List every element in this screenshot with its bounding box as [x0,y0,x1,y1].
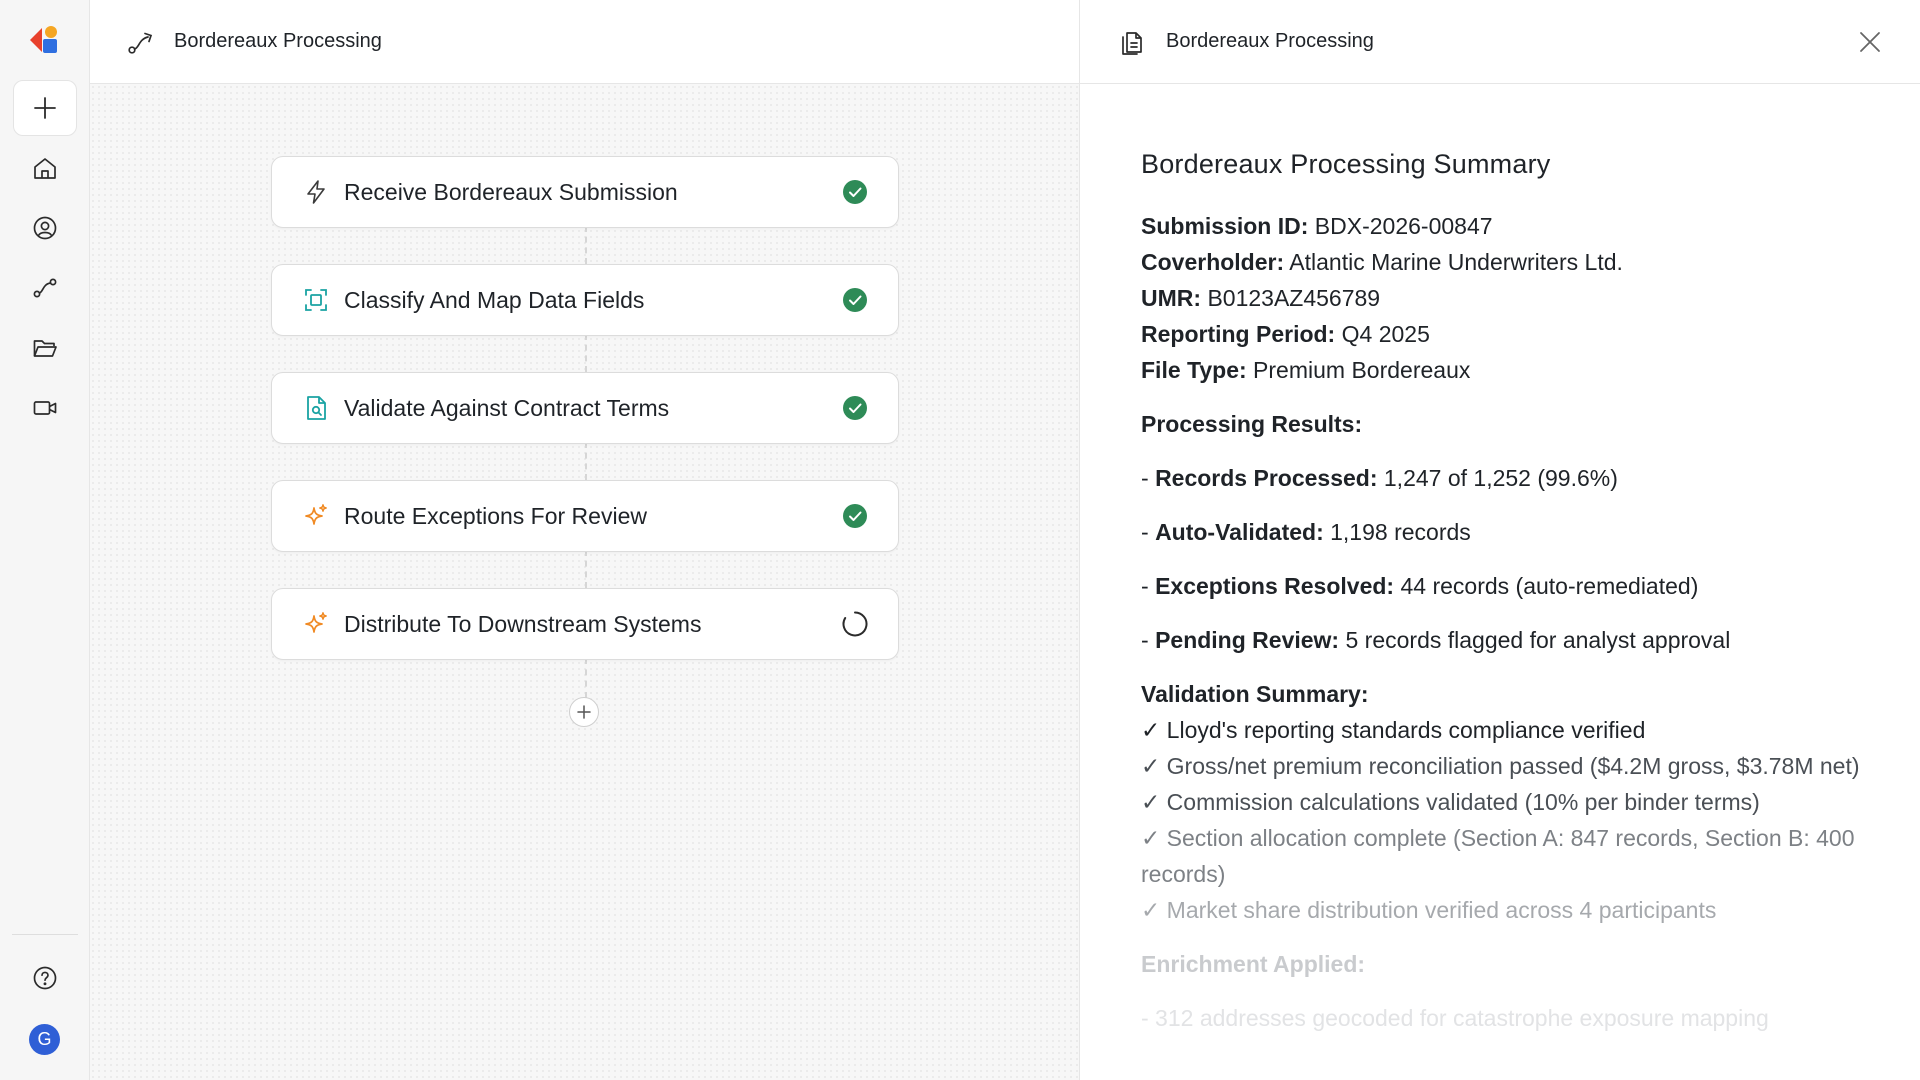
left-rail [0,0,90,1080]
workflow-header [90,0,1079,84]
document-icon [1118,28,1146,56]
field-reporting-period: Reporting Period: Q4 2025 [1141,321,1430,347]
field-umr: UMR: B0123AZ456789 [1141,285,1381,311]
result-records-processed: - Records Processed: 1,247 of 1,252 (99.6%) [1141,465,1618,491]
rail-divider [12,934,78,935]
new-button[interactable] [13,80,77,136]
processing-heading: Processing Results: [1141,411,1363,437]
check-circle-icon [842,503,868,529]
home-icon [31,154,59,182]
add-step-button[interactable] [569,697,599,727]
folder-icon [31,334,59,362]
workflow-title: Bordereaux Processing [174,30,382,52]
validation-item: ✓ Lloyd's reporting standards compliance verified [1141,717,1646,743]
details-panel [1079,0,1920,1080]
workflow-step-validate[interactable] [271,372,899,444]
enrichment-heading: Enrichment Applied: [1141,951,1366,977]
video-nav[interactable] [13,380,77,436]
connector [585,334,587,372]
result-pending-review: - Pending Review: 5 records flagged for analyst approval [1141,627,1731,653]
profile-nav[interactable] [13,200,77,256]
field-submission-id: Submission ID: BDX-2026-00847 [1141,213,1493,239]
step-label: Classify And Map Data Fields [344,286,645,313]
connector [585,226,587,264]
step-label: Route Exceptions For Review [344,502,647,529]
check-circle-icon [842,287,868,313]
workflow-step-route[interactable] [271,480,899,552]
user-circle-icon [31,214,59,242]
summary-fields [1141,208,1871,388]
plus-icon [31,94,59,122]
workflows-nav[interactable] [13,260,77,316]
workflow-icon [126,26,158,58]
files-nav[interactable] [13,320,77,376]
validation-item: ✓ Section allocation complete (Section A: 847 records, Section B: 400 records) [1141,825,1855,887]
step-label: Receive Bordereaux Submission [344,178,678,205]
step-label: Distribute To Downstream Systems [344,610,702,637]
panel-header [1080,0,1920,84]
summary-content [1141,146,1871,1036]
home-nav[interactable] [13,140,77,196]
document-search-icon [302,394,330,422]
sparkle-icon [302,610,330,638]
result-exceptions-resolved: - Exceptions Resolved: 44 records (auto-remediated) [1141,573,1699,599]
check-circle-icon [842,179,868,205]
validation-heading: Validation Summary: [1141,681,1369,707]
field-coverholder: Coverholder: Atlantic Marine Underwriters Ltd. [1141,249,1623,275]
workflow-icon [31,274,59,302]
scan-icon [302,286,330,314]
step-label: Validate Against Contract Terms [344,394,670,421]
lightning-icon [302,178,330,206]
user-avatar[interactable]: G [29,1024,60,1055]
workflow-step-distribute[interactable] [271,588,899,660]
enrichment-item: - 312 addresses geocoded for catastrophe exposure mapping [1141,1005,1769,1031]
field-file-type: File Type: Premium Bordereaux [1141,357,1471,383]
connector [585,658,587,698]
validation-item: ✓ Market share distribution verified across 4 participants [1141,897,1717,923]
app-logo[interactable] [26,22,62,58]
workflow-canvas [90,0,1079,1080]
video-icon [31,394,59,422]
summary-title: Bordereaux Processing Summary [1141,149,1551,179]
help-icon [31,964,59,992]
validation-item: ✓ Commission calculations validated (10% per binder terms) [1141,789,1760,815]
plus-icon [576,704,592,720]
check-circle-icon [842,395,868,421]
validation-item: ✓ Gross/net premium reconciliation passed ($4.2M gross, $3.78M net) [1141,753,1860,779]
connector [585,550,587,588]
panel-title: Bordereaux Processing [1166,30,1374,52]
workflow-step-classify[interactable] [271,264,899,336]
close-icon[interactable] [1857,29,1883,55]
sparkle-icon [302,502,330,530]
result-auto-validated: - Auto-Validated: 1,198 records [1141,519,1471,545]
workflow-step-receive[interactable] [271,156,899,228]
help-button[interactable] [13,950,77,1006]
loading-spinner-icon [842,611,868,637]
connector [585,442,587,480]
